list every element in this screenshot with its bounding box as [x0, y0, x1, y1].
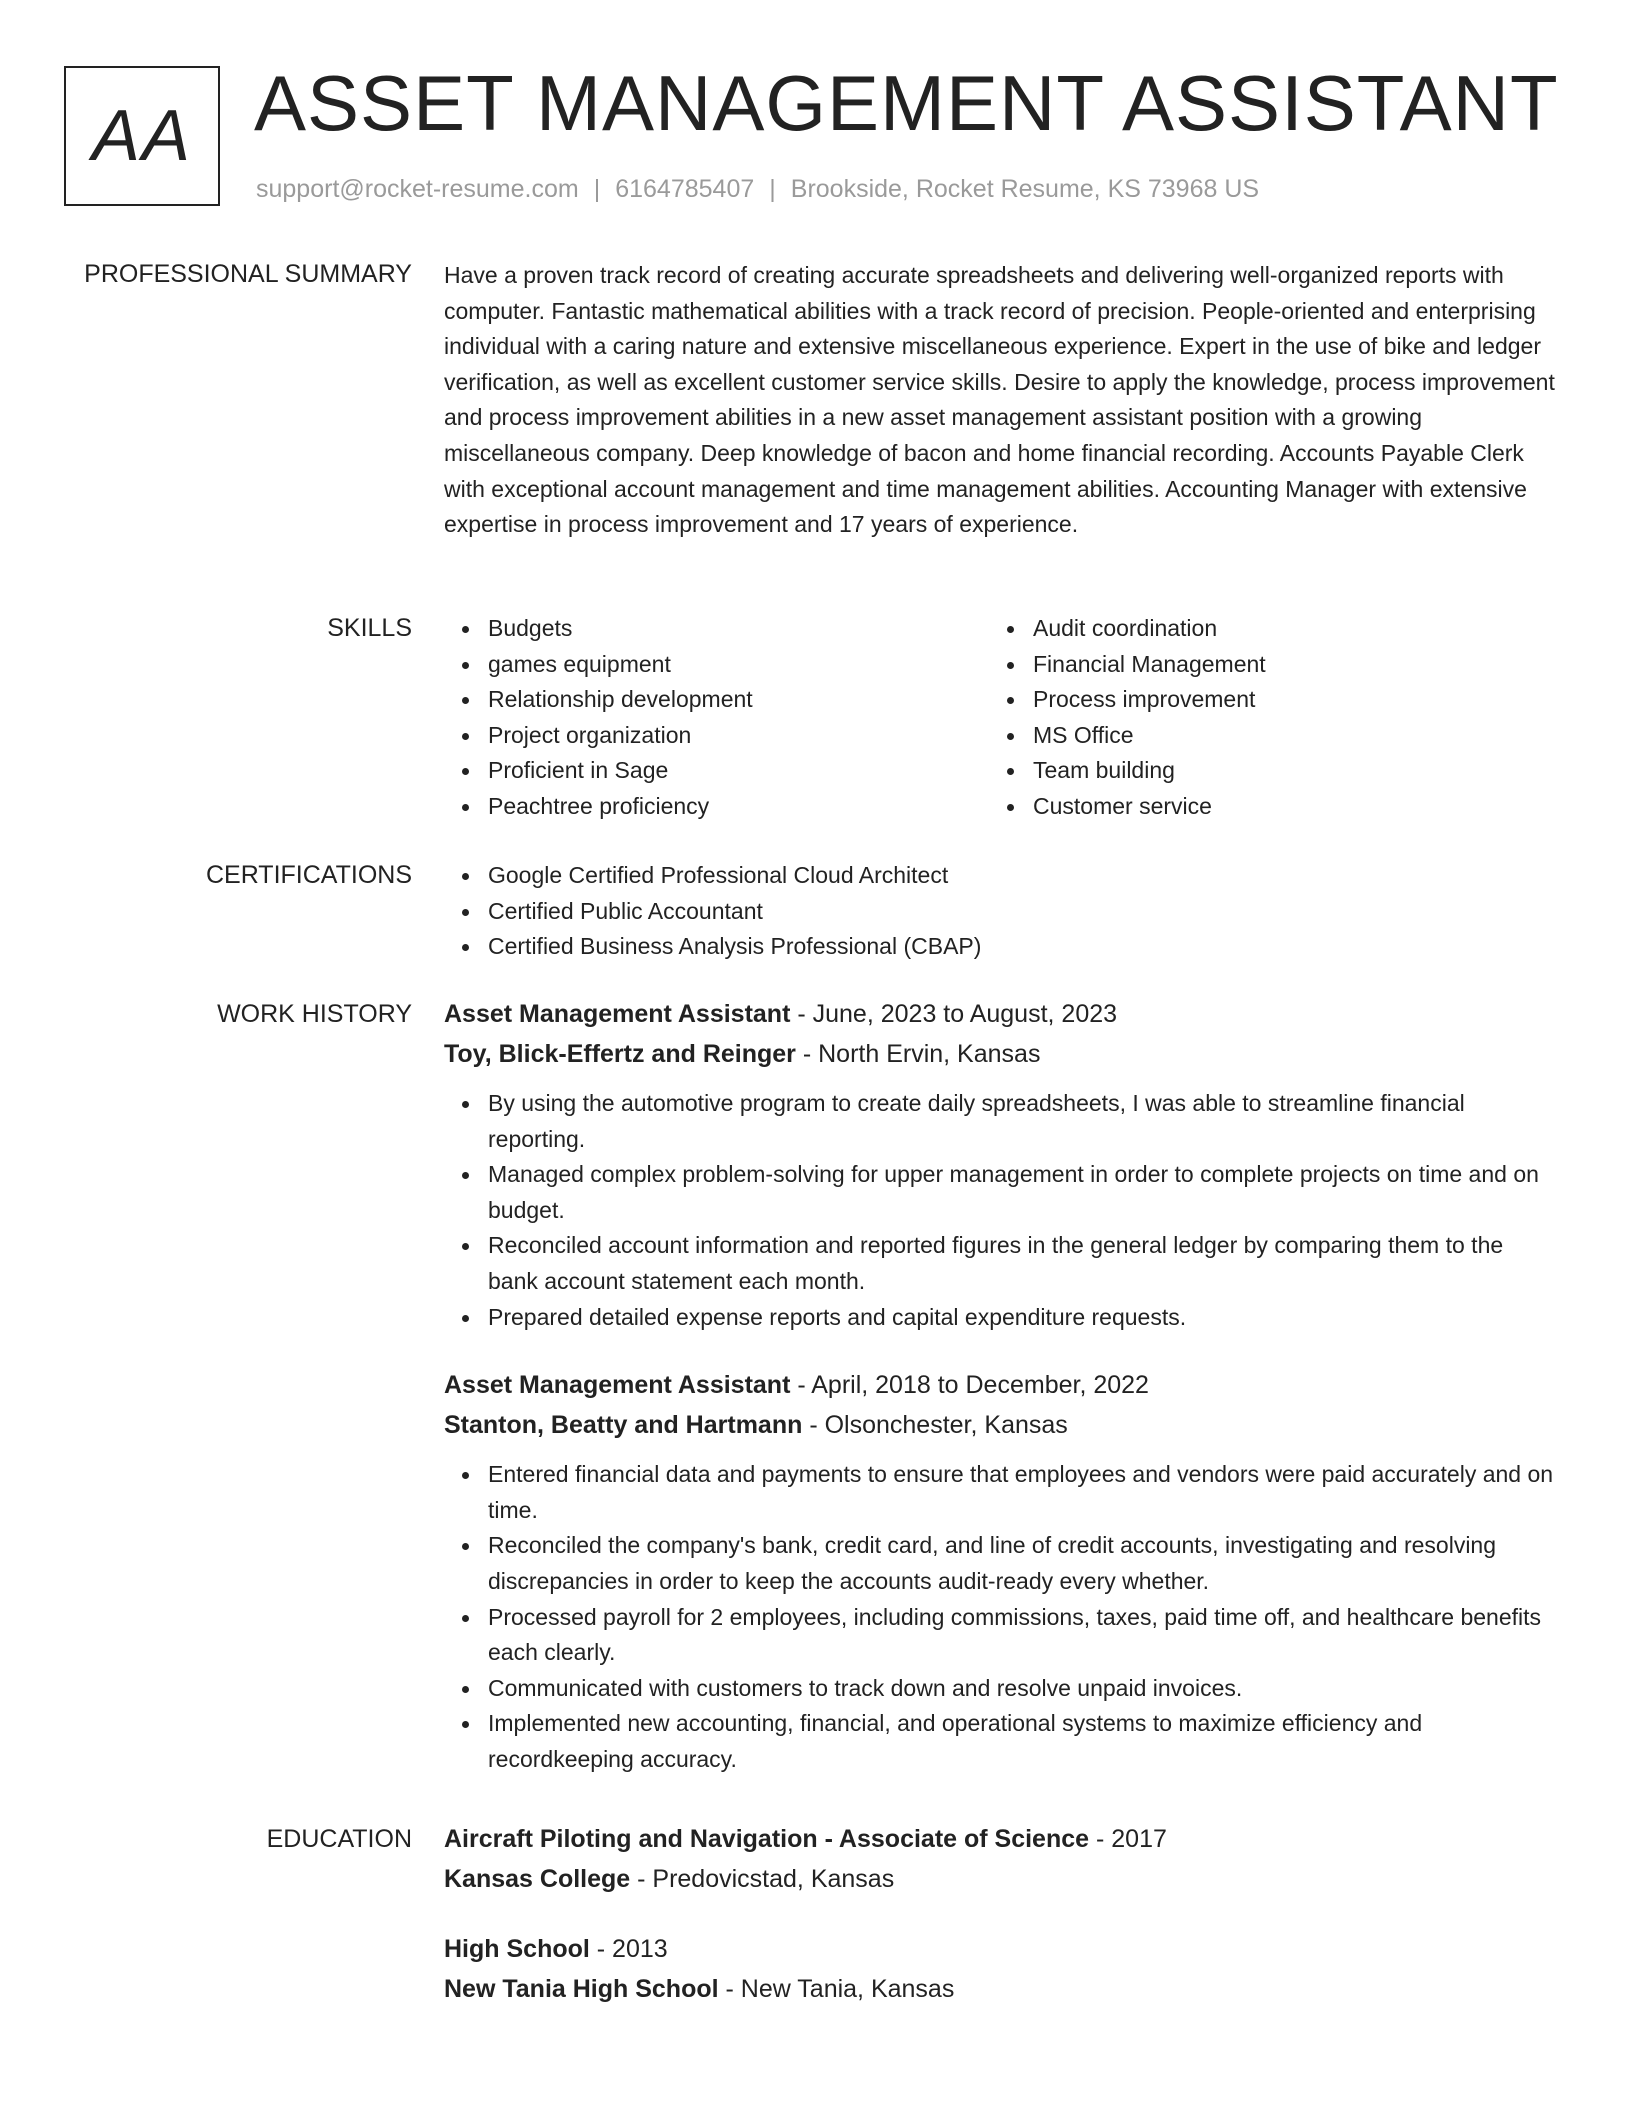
job-bullet: Reconciled account information and reported figures in the general ledger by comparing them to the bank account statement each month.	[488, 1228, 1556, 1299]
job-bullet: Communicated with customers to track down and resolve unpaid invoices.	[488, 1671, 1556, 1707]
education-degree-line	[444, 1929, 1556, 1969]
education-school: Kansas College	[444, 1865, 631, 1893]
skill-item: Peachtree proficiency	[488, 789, 989, 825]
skill-item: Process improvement	[1033, 682, 1534, 718]
job-title-line	[444, 994, 1556, 1034]
certifications-list	[444, 858, 1556, 965]
skill-item: Budgets	[488, 611, 989, 647]
job-bullet: Processed payroll for 2 employees, including commissions, taxes, paid time off, and healthcare benefits each clearly.	[488, 1600, 1556, 1671]
certification-item: Google Certified Professional Cloud Architect	[488, 858, 1556, 894]
skill-item: Audit coordination	[1033, 611, 1534, 647]
job-bullet: Managed complex problem-solving for upper management in order to complete projects on time and on budget.	[488, 1157, 1556, 1228]
job-bullet: Implemented new accounting, financial, and operational systems to maximize efficiency and recordkeeping accuracy.	[488, 1706, 1556, 1777]
skill-item: Team building	[1033, 753, 1534, 789]
job-bullet: Entered financial data and payments to ensure that employees and vendors were paid accurately and on time.	[488, 1457, 1556, 1528]
section-title-skills: SKILLS	[327, 614, 412, 642]
job-role: Asset Management Assistant	[444, 1000, 791, 1028]
skills-list-left	[444, 611, 989, 825]
job-location: - Olsonchester, Kansas	[802, 1411, 1068, 1440]
email-link[interactable]: support@rocket-resume.com	[256, 175, 579, 203]
job-bullet: Prepared detailed expense reports and capital expenditure requests.	[488, 1300, 1556, 1336]
section-title-certifications: CERTIFICATIONS	[205, 861, 412, 889]
skill-item: MS Office	[1033, 718, 1534, 754]
summary-text: Have a proven track record of creating accurate spreadsheets and delivering well-organized reports with computer. Fantastic mathematical abilities with a track record of precision. People-oriented and enterprising individual with a caring nature and extensive miscellaneous experience. Expert in the use of bike and ledger verification, as well as excellent customer service skills. Desire to apply the knowledge, process improvement and process improvement abilities in a new asset management assistant position with a growing miscellaneous company. Deep knowledge of bacon and home financial recording. Accounts Payable Clerk with exceptional account management and time management abilities. Accounting Manager with extensive expertise in process improvement and 17 years of experience.	[444, 262, 1555, 538]
education-entry	[444, 1929, 1556, 2009]
contact-line	[256, 174, 1259, 204]
education-degree-line	[444, 1819, 1556, 1859]
education-degree: High School	[444, 1935, 590, 1963]
education-location: - New Tania, Kansas	[718, 1975, 955, 2003]
job-company: Stanton, Beatty and Hartmann	[444, 1411, 803, 1440]
page-title: ASSET MANAGEMENT ASSISTANT	[254, 59, 1559, 147]
education-degree: Aircraft Piloting and Navigation - Associate of Science	[444, 1825, 1090, 1853]
skill-item: Financial Management	[1033, 647, 1534, 683]
job-company: Toy, Blick-Effertz and Reinger	[444, 1040, 796, 1068]
skill-item: Project organization	[488, 718, 989, 754]
skill-item: Customer service	[1033, 789, 1534, 825]
job-company-line	[444, 1034, 1556, 1074]
skill-item: Relationship development	[488, 682, 989, 718]
section-title-summary: PROFESSIONAL SUMMARY	[84, 260, 412, 288]
job-dates: - June, 2023 to August, 2023	[790, 1000, 1118, 1028]
education-entry	[444, 1819, 1556, 1899]
job-title-line	[444, 1365, 1556, 1405]
job-location: - North Ervin, Kansas	[795, 1040, 1041, 1068]
education-year: - 2017	[1089, 1825, 1167, 1853]
education-school: New Tania High School	[444, 1975, 719, 2003]
section-title-work-history: WORK HISTORY	[217, 1000, 412, 1028]
job-bullet: By using the automotive program to create daily spreadsheets, I was able to streamline financial reporting.	[488, 1086, 1556, 1157]
address: Brookside, Rocket Resume, KS 73968 US	[790, 175, 1260, 203]
education-school-line	[444, 1859, 1556, 1899]
job-bullets	[444, 1457, 1556, 1777]
skills-list-right	[989, 611, 1534, 825]
job-bullets	[444, 1086, 1556, 1335]
skill-item: Proficient in Sage	[488, 753, 989, 789]
job-entry	[444, 994, 1556, 1335]
job-entry	[444, 1365, 1556, 1777]
job-bullet: Reconciled the company's bank, credit card, and line of credit accounts, investigating and resolving discrepancies in order to keep the accounts audit-ready every whether.	[488, 1528, 1556, 1599]
phone-number[interactable]: 6164785407	[615, 175, 755, 203]
job-company-line	[444, 1405, 1556, 1445]
education-school-line	[444, 1969, 1556, 2009]
certification-item: Certified Public Accountant	[488, 894, 1556, 930]
contact-separator: |	[593, 175, 601, 203]
section-title-education: EDUCATION	[266, 1825, 412, 1853]
contact-separator: |	[769, 175, 776, 203]
certification-item: Certified Business Analysis Professional (CBAP)	[488, 929, 1556, 965]
education-location: - Predovicstad, Kansas	[630, 1865, 895, 1893]
job-dates: - April, 2018 to December, 2022	[790, 1371, 1149, 1400]
skill-item: games equipment	[488, 647, 989, 683]
job-role: Asset Management Assistant	[444, 1371, 791, 1400]
monogram: AA	[64, 66, 220, 206]
education-year: - 2013	[589, 1935, 668, 1963]
